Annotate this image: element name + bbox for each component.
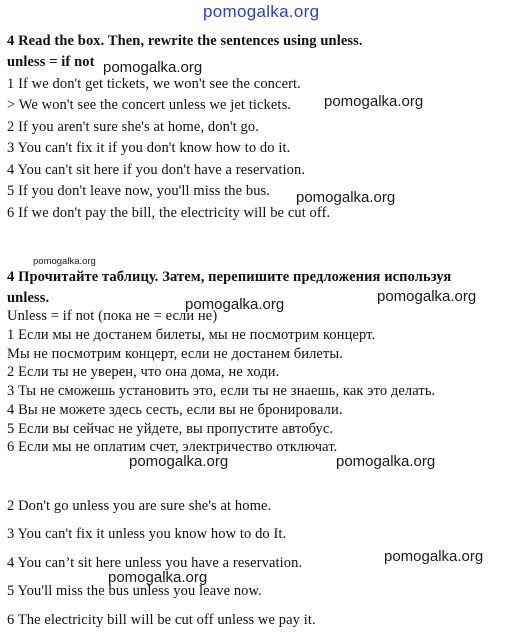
sentence-en-5: 5 If you don't leave now, you'll miss the bus. xyxy=(7,183,271,199)
sentence-ru-5: 5 Если вы сейчас не уйдете, вы пропустите автобус. xyxy=(7,421,334,437)
answer-2: 2 Don't go unless you are sure she's at home. xyxy=(7,498,272,514)
rule-en: unless = if not xyxy=(7,54,95,70)
sentence-en-4: 4 You can't sit here if you don't have a reservation. xyxy=(7,162,306,178)
watermark: pomogalka.org xyxy=(377,288,477,305)
answer-3: 3 You can't fix it unless you know how to do It. xyxy=(7,526,287,542)
watermark: pomogalka.org xyxy=(336,453,436,470)
task-heading-ru-line1: 4 Прочитайте таблицу. Затем, перепишите предложения используя xyxy=(7,269,452,285)
sentence-en-3: 3 You can't fix it if you don't know how to do it. xyxy=(7,140,291,156)
watermark: pomogalka.org xyxy=(129,453,229,470)
watermark: pomogalka.org xyxy=(108,569,208,586)
watermark: pomogalka.org xyxy=(324,93,424,110)
sentence-ru-3: 3 Ты не сможешь установить это, если ты не знаешь, как это делать. xyxy=(7,383,436,399)
watermark-top: pomogalka.org xyxy=(203,2,320,21)
sentence-ru-4: 4 Вы не можете здесь сесть, если вы не бронировали. xyxy=(7,402,343,418)
answer-6: 6 The electricity bill will be cut off unless we pay it. xyxy=(7,612,316,628)
watermark: pomogalka.org xyxy=(103,59,203,76)
task-heading-ru-line2: unless. xyxy=(7,290,50,306)
watermark-small: pomogalka.org xyxy=(33,256,96,267)
watermark: pomogalka.org xyxy=(185,296,285,313)
watermark: pomogalka.org xyxy=(296,189,396,206)
sentence-en-2: 2 If you aren't sure she's at home, don't go. xyxy=(7,119,259,135)
sentence-ru-6: 6 Если мы не оплатим счет, электричество отключат. xyxy=(7,439,338,455)
task-heading-en: 4 Read the box. Then, rewrite the sentences using unless. xyxy=(7,33,363,49)
sentence-en-6: 6 If we don't pay the bill, the electricity will be cut off. xyxy=(7,205,331,221)
sentence-ru-1: 1 Если мы не достанем билеты, мы не посмотрим концерт. xyxy=(7,327,376,343)
sentence-en-1-rewrite: > We won't see the concert unless we jet tickets. xyxy=(7,97,292,113)
sentence-en-1: 1 If we don't get tickets, we won't see the concert. xyxy=(7,76,301,92)
watermark: pomogalka.org xyxy=(384,548,484,565)
answer-4: 4 You can’t sit here unless you have a reservation. xyxy=(7,555,303,571)
sentence-ru-1-rewrite: Мы не посмотрим концерт, если не достанем билеты. xyxy=(7,346,343,362)
answer-5: 5 You'll miss the bus unless you leave now. xyxy=(7,583,262,599)
sentence-ru-2: 2 Если ты не уверен, что она дома, не ходи. xyxy=(7,364,280,380)
rule-ru: Unless = if not (пока не = если не) xyxy=(7,308,218,324)
